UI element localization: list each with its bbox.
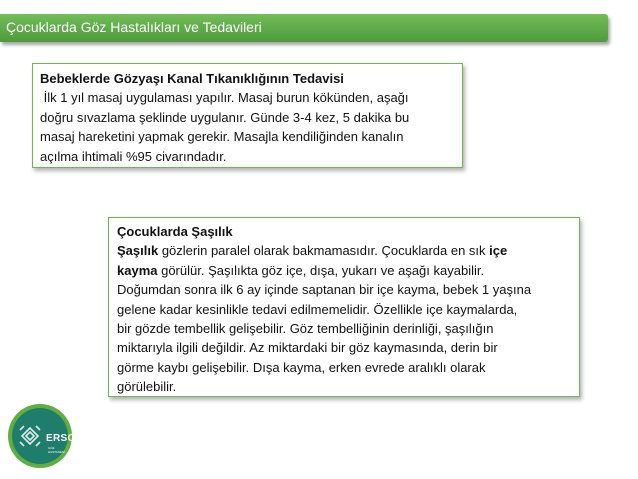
strabismus-line-1-text: gözlerin paralel olarak bakmamasıdır. Çocuklarda en sık [158,243,490,259]
strabismus-term: Şaşılık [117,243,159,259]
strabismus-line-6: miktarıyla ilgili değildir. Az miktardaki bir göz kaymasında, derin bir [117,340,498,356]
strabismus-line-3: Doğumdan sonra ilk 6 ay içinde saptanan bir içe kayma, bebek 1 yaşına [117,282,532,298]
tear-duct-heading: Bebeklerde Gözyaşı Kanal Tıkanıklığının Tedavisi [40,71,344,86]
strabismus-line-8: görülebilir. [117,379,177,395]
title-bar [0,14,608,42]
tear-duct-line-2: doğru sıvazlama şeklinde uygulanır. Günde 3-4 kez, 5 dakika bu [40,109,410,125]
tear-duct-line-3: masaj hareketini yapmak gerekir. Masajla kendiliğinden kanalın [40,129,404,145]
ersoy-logo [8,404,83,468]
strabismus-line-7: görme kaybı gelişebilir. Dışa kayma, erken evrede aralıklı olarak [117,359,486,375]
strabismus-line-4: gelene kadar kesinlikle tedavi edilmemelidir. Özellikle içe kaymalarda, [117,301,518,317]
tear-duct-line-1: İlk 1 yıl masaj uygulaması yapılır. Masaj burun kökünden, aşağı [40,90,409,106]
page-title: Çocuklarda Göz Hastalıkları ve Tedavileri [6,19,262,35]
strabismus-heading: Çocuklarda Şaşılık [117,224,233,239]
logo-emblem [12,408,83,464]
inward-term-part2: kayma [117,262,158,278]
strabismus-line-5: bir gözde tembellik gelişebilir. Göz tembelliğinin derinliği, şaşılığın [117,321,494,337]
strabismus-box [108,217,580,397]
inward-term-part1: içe [489,243,508,259]
strabismus-line-2 [117,261,579,280]
tear-duct-line-4: açılma ihtimali %95 civarındadır. [40,148,227,164]
tear-duct-treatment-box [32,63,463,168]
logo-text: ERSOY [46,433,83,444]
logo-subtext: GÖZ HASTANESİ [48,446,65,454]
strabismus-line-2-text: görülür. Şaşılıkta göz içe, dışa, yukarı ve aşağı kayabilir. [157,262,485,278]
strabismus-line-1 [117,241,579,260]
